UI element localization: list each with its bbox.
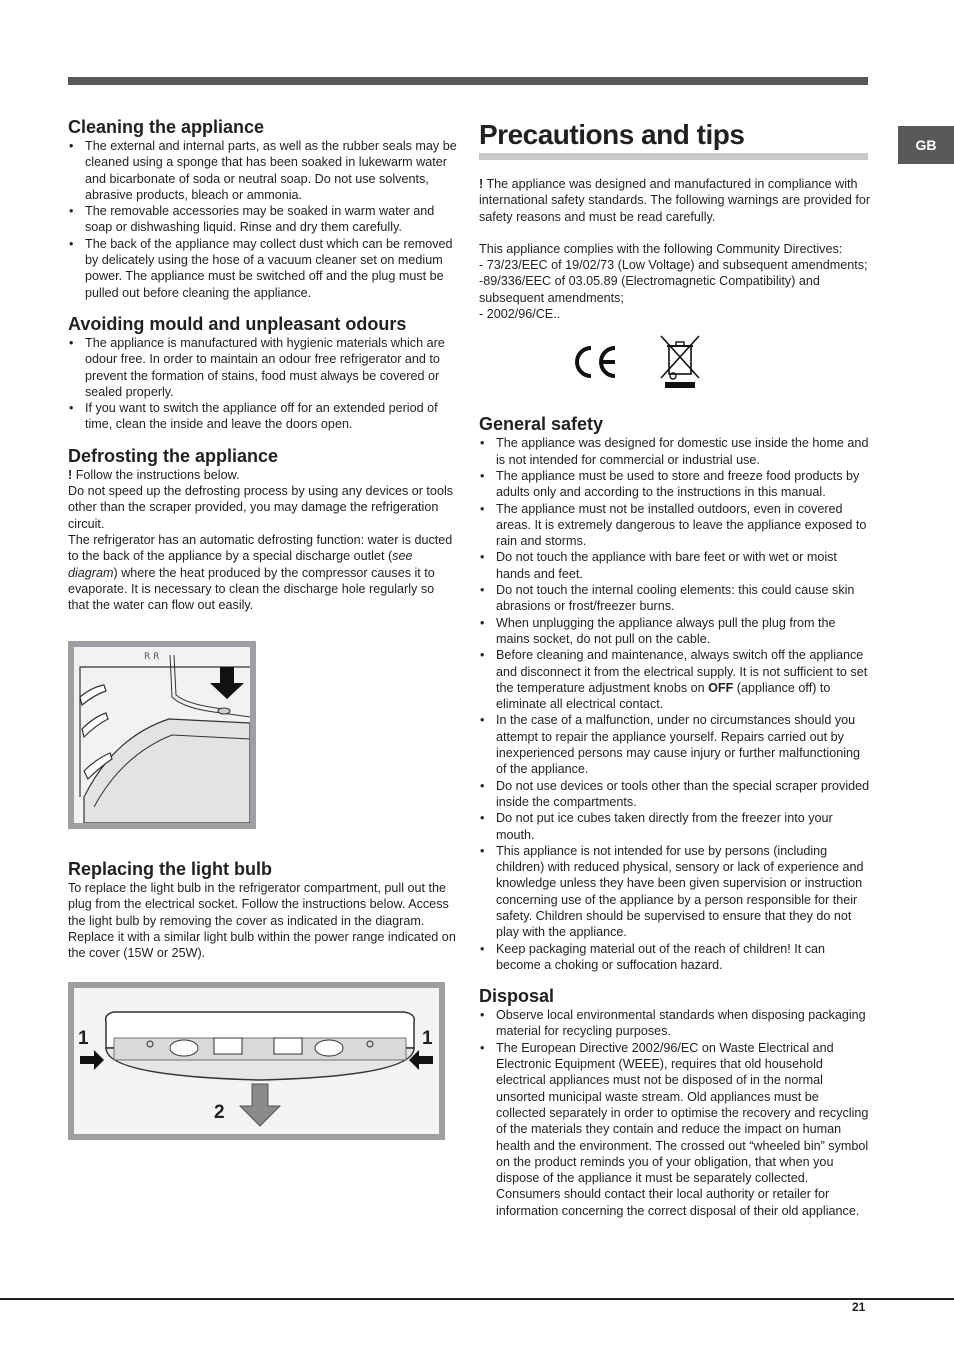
bulb-paragraph: To replace the light bulb in the refrigerator compartment, pull out the plug from the electrical socket. Follow the instructions below. Access the light bulb by removing the cover as indicated in the diagram. Replace it with a similar light bulb within the power range indicated on the cover (15W or 25W).	[68, 881, 456, 961]
list-item: • The European Directive 2002/96/EC on Waste Electrical and Electronic Equipment (WEEE), requires that old household electrical appliances must not be disposed of in the normal unsorted municipal waste stream. Old appliances must be collected separately in order to optimise the recovery and recycling of the materials they contain and reduce the impact on human health and the environment. The crossed out “wheeled bin” symbol on the product reminds you of your obligation, that when you dispose of the appliance it must be separately collected. Consumers should contact their local authority or retailer for information concerning the correct disposal of their old appliance.	[479, 1040, 871, 1219]
general-safety-heading: General safety	[479, 414, 604, 435]
mould-heading: Avoiding mould and unpleasant odours	[68, 313, 407, 334]
title-underline	[479, 153, 868, 160]
light-bulb-diagram-canvas	[74, 988, 439, 1134]
directive-line: - 73/23/EEC of 19/02/73 (Low Voltage) and subsequent amendments;	[479, 258, 868, 273]
disposal-list	[479, 1007, 871, 1219]
defrosting-heading: Defrosting the appliance	[68, 445, 279, 466]
list-item: • Do not touch the appliance with bare feet or with wet or moist hands and feet.	[479, 549, 871, 582]
lamp-cover-illustration	[74, 988, 439, 1134]
bulb-heading: Replacing the light bulb	[68, 859, 272, 879]
defrost-paragraph	[68, 532, 458, 613]
crossed-bin-icon	[659, 334, 701, 390]
intro-paragraph	[479, 176, 871, 225]
step-label-right: 1	[422, 1028, 433, 1049]
list-item: • Observe local environmental standards when disposing packaging material for recycling purposes.	[479, 1007, 871, 1040]
section-disposal	[479, 986, 871, 1219]
intro-text: The appliance was designed and manufactured in compliance with international safety standards. The following warnings are provided for safety reasons and must be read carefully.	[479, 177, 871, 224]
defrost-paragraph: Do not speed up the defrosting process by using any devices or tools other than the scraper provided, you may damage the refrigeration circuit.	[68, 484, 454, 531]
page-title: Precautions and tips	[479, 119, 745, 150]
list-item-text: (appliance off) to eliminate all electrical contact.	[496, 680, 831, 712]
list-item: • In the case of a malfunction, under no circumstances should you attempt to repair the appliance yourself. Repairs carried out by inexperienced persons may cause injury or further malfunctioning of the appliance.	[479, 712, 871, 777]
list-item: • This appliance is not intended for use by persons (including children) with reduced physical, sensory or lack of experience and knowledge unless they have been given supervision or instruction concerning use of the appliance by a person responsible for their safety. Children should be supervised to ensure that they do not play with the appliance.	[479, 843, 871, 941]
see-diagram-text: see diagram	[68, 549, 413, 580]
defrost-note-text: Follow the instructions below.	[72, 467, 240, 482]
directive-line: - 2002/96/CE..	[479, 307, 561, 322]
section-mould	[68, 314, 458, 433]
list-item: • The appliance is manufactured with hygienic materials which are odour free. In order to maintain an odour free refrigerator and to prevent the formation of stains, food must always be covered or sealed properly.	[68, 335, 458, 400]
warning-mark: !	[68, 467, 73, 482]
list-item: • The appliance was designed for domestic use inside the home and is not intended for commercial or industrial use.	[479, 435, 871, 468]
footer-rule	[0, 1298, 954, 1300]
list-item: • The external and internal parts, as well as the rubber seals may be cleaned using a sponge that has been soaked in lukewarm water and bicarbonate of soda or neutral soap. Do not use solvents, abrasive products, bleach or ammonia.	[68, 138, 458, 203]
directive-line: This appliance complies with the following Community Directives:	[479, 241, 843, 256]
step-label-bottom: 2	[214, 1102, 225, 1123]
section-general-safety	[479, 414, 871, 973]
section-light-bulb	[68, 859, 458, 961]
list-item	[479, 647, 871, 712]
ce-mark-icon	[571, 342, 619, 382]
right-column	[479, 117, 871, 1232]
fridge-interior-illustration	[74, 647, 250, 823]
list-item: • Do not put ice cubes taken directly from the freezer into your mouth.	[479, 810, 871, 843]
list-item: • If you want to switch the appliance off for an extended period of time, clean the inside and leave the doors open.	[68, 400, 458, 433]
left-column-lower	[68, 859, 458, 974]
header-rule	[68, 77, 868, 85]
section-defrosting	[68, 446, 458, 614]
spacer	[479, 225, 871, 241]
light-bulb-diagram	[68, 982, 445, 1140]
list-item: • The appliance must not be installed outdoors, even in covered areas. It is extremely dangerous to leave the appliance exposed to rain and storms.	[479, 501, 871, 550]
compliance-symbols	[571, 332, 871, 392]
left-column	[68, 117, 458, 626]
cleaning-list	[68, 138, 458, 301]
defrost-diagram-canvas	[74, 647, 250, 823]
list-item: • The removable accessories may be soaked in warm water and soap or dishwashing liquid. Rinse and dry them carefully.	[68, 203, 458, 236]
list-item: • Do not use devices or tools other than the special scraper provided inside the compartments.	[479, 778, 871, 811]
defrost-text: The refrigerator has an automatic defrosting function: water is ducted to the back of the appliance by a special discharge outlet (	[68, 532, 453, 564]
list-item: • The back of the appliance may collect dust which can be removed by delicately using the hose of a vacuum cleaner set on medium power. The appliance must be switched off and the plug must be pulled out before cleaning the appliance.	[68, 236, 458, 301]
language-tab: GB	[898, 126, 954, 164]
list-item: • When unplugging the appliance always pull the plug from the mains socket, do not pull on the cable.	[479, 615, 871, 648]
defrost-note	[68, 467, 458, 483]
list-item-text: Before cleaning and maintenance, always switch off the appliance and disconnect it from the electrical supply. It is not sufficient to set the temperature adjustment knobs on	[496, 648, 868, 695]
page-number: 21	[852, 1300, 866, 1314]
cleaning-heading: Cleaning the appliance	[68, 117, 265, 137]
step-label-left: 1	[78, 1028, 89, 1049]
mould-list	[68, 335, 458, 433]
defrost-diagram	[68, 641, 256, 829]
list-item: • Do not touch the internal cooling elements: this could cause skin abrasions or frost/freezer burns.	[479, 582, 871, 615]
disposal-heading: Disposal	[479, 986, 555, 1007]
general-safety-list	[479, 435, 871, 973]
off-keyword: OFF	[708, 680, 734, 695]
warning-mark: !	[479, 177, 484, 191]
section-cleaning	[68, 117, 458, 301]
list-item: • Keep packaging material out of the reach of children! It can become a choking or suffocation hazard.	[479, 941, 871, 974]
list-item: • The appliance must be used to store and freeze food products by adults only and according to the instructions in this manual.	[479, 468, 871, 501]
svg-text:R R: R R	[144, 652, 160, 662]
directive-line: -89/336/EEC of 03.05.89 (Electromagnetic Compatibility) and subsequent amendments;	[479, 274, 820, 305]
defrost-text: ) where the heat produced by the compressor causes it to evaporate. It is necessary to clean the discharge hole regularly so that the water can flow out easily.	[68, 565, 435, 613]
